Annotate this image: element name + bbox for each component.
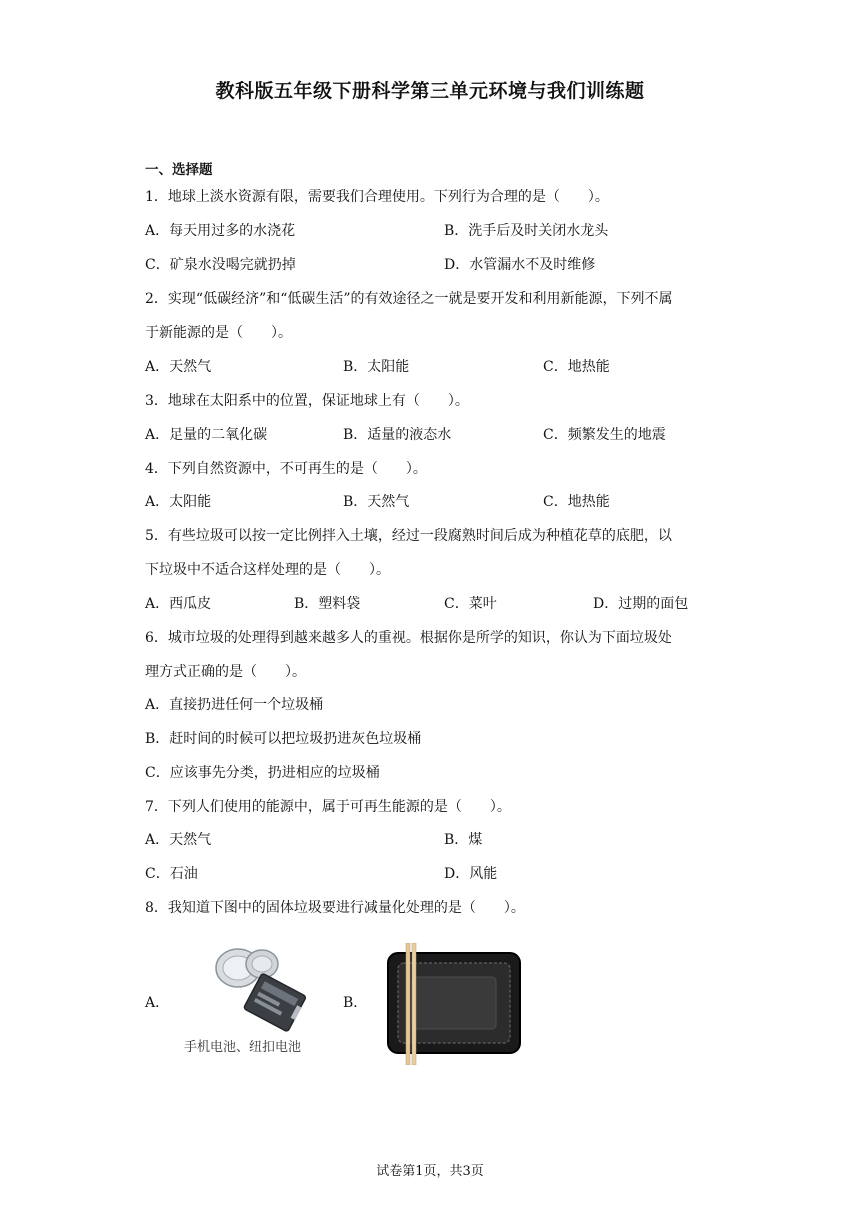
question-4-stem: 4．下列自然资源中，不可再生的是（ ）。: [145, 461, 427, 477]
question-6-stem-line-1: 6．城市垃圾的处理得到越来越多人的重视。根据你是所学的知识，你认为下面垃圾处: [145, 630, 672, 646]
question-7-option-d: D．风能: [444, 866, 498, 882]
question-2-option-a: A．天然气: [145, 359, 212, 375]
question-5-stem-line-1: 5．有些垃圾可以按一定比例拌入土壤，经过一段腐熟时间后成为种植花草的底肥，以: [145, 528, 672, 544]
question-2-stem-line-2: 于新能源的是（ ）。: [145, 325, 292, 341]
batteries-icon: [178, 944, 328, 1034]
food-container-figure: [384, 943, 524, 1065]
question-1-option-a: A．每天用过多的水浇花: [145, 223, 296, 239]
question-1-stem: 1．地球上淡水资源有限，需要我们合理使用。下列行为合理的是（ ）。: [145, 189, 609, 205]
question-5-option-b: B．塑料袋: [294, 596, 361, 612]
food-container-icon: [384, 943, 524, 1065]
question-8-option-a: A．: [145, 995, 170, 1011]
question-5-option-c: C．菜叶: [444, 596, 497, 612]
question-5-option-a: A．西瓜皮: [145, 596, 212, 612]
question-3-option-a: A．足量的二氧化碳: [145, 427, 268, 443]
question-8-stem: 8．我知道下图中的固体垃圾要进行减量化处理的是（ ）。: [145, 900, 525, 916]
question-2-option-b: B．太阳能: [343, 359, 410, 375]
question-4-option-b: B．天然气: [343, 494, 410, 510]
document-title: 教科版五年级下册科学第三单元环境与我们训练题: [215, 80, 645, 102]
question-3-stem: 3．地球在太阳系中的位置，保证地球上有（ ）。: [145, 393, 469, 409]
question-4-option-c: C．地热能: [543, 494, 610, 510]
question-2-stem-line-1: 2．实现“低碳经济”和“低碳生活”的有效途径之一就是要开发和利用新能源，下列不属: [145, 291, 673, 307]
question-2-option-c: C．地热能: [543, 359, 610, 375]
question-3-option-c: C．频繁发生的地震: [543, 427, 666, 443]
question-6-option-c: C．应该事先分类，扔进相应的垃圾桶: [145, 765, 380, 781]
question-5-option-d: D．过期的面包: [593, 596, 689, 612]
batteries-figure: [178, 944, 328, 1059]
question-3-option-b: B．适量的液态水: [343, 427, 452, 443]
question-1-option-d: D．水管漏水不及时维修: [444, 257, 596, 273]
question-6-stem-line-2: 理方式正确的是（ ）。: [145, 664, 306, 680]
question-7-stem: 7．下列人们使用的能源中，属于可再生能源的是（ ）。: [145, 799, 511, 815]
question-7-option-c: C．石油: [145, 866, 198, 882]
question-1-option-c: C．矿泉水没喝完就扔掉: [145, 257, 296, 273]
section-heading: 一、选择题: [145, 162, 213, 178]
question-7-option-b: B．煤: [444, 832, 483, 848]
question-7-option-a: A．天然气: [145, 832, 212, 848]
question-4-option-a: A．太阳能: [145, 494, 212, 510]
question-8-option-b: B．: [343, 995, 368, 1011]
batteries-caption: 手机电池、纽扣电池: [184, 1040, 302, 1055]
page-footer: 试卷第1页，共3页: [376, 1164, 484, 1179]
question-1-option-b: B．洗手后及时关闭水龙头: [444, 223, 609, 239]
question-6-option-a: A．直接扔进任何一个垃圾桶: [145, 697, 324, 713]
question-5-stem-line-2: 下垃圾中不适合这样处理的是（ ）。: [145, 562, 390, 578]
question-6-option-b: B．赶时间的时候可以把垃圾扔进灰色垃圾桶: [145, 731, 422, 747]
